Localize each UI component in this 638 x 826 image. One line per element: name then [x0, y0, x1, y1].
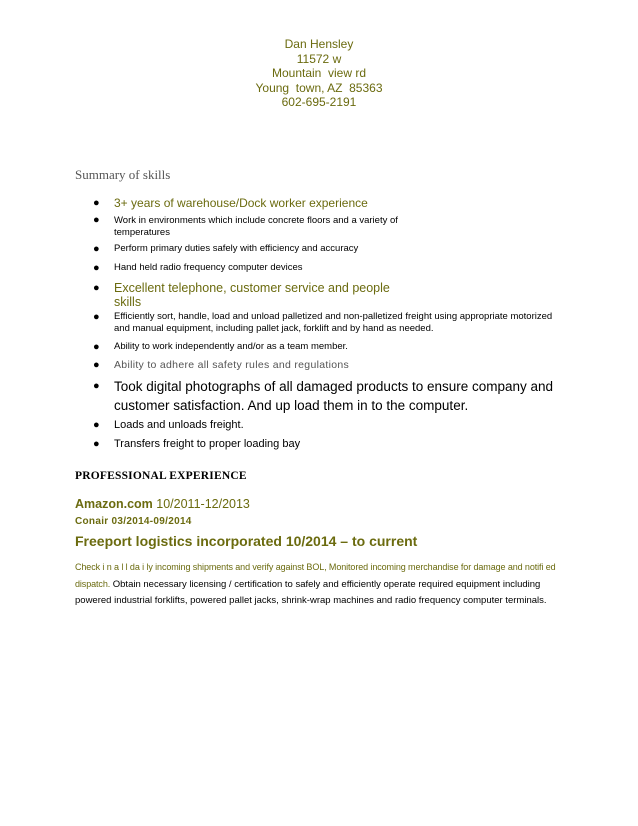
bullet-icon: ●: [93, 419, 100, 431]
bullet-icon: ●: [93, 438, 100, 450]
job-amazon: [75, 497, 250, 511]
bullet-icon: ●: [93, 341, 100, 353]
list-item: ● Took digital photographs of all damaged products to ensure company and customer satisfaction. And up load them in to the computer.: [93, 379, 554, 413]
job-description-part2: Obtain necessary licensing / certification to safely and efficiently operate required equipment including powered industrial forklifts, powered pallet jacks, shrink-wrap machines and radio frequency computer terminals.: [75, 579, 547, 606]
list-item: ● 3+ years of warehouse/Dock worker experience: [93, 196, 368, 210]
experience-heading: PROFESSIONAL EXPERIENCE: [75, 470, 247, 482]
bullet-icon: ●: [93, 243, 100, 255]
bullet-icon: ●: [93, 311, 100, 323]
address-street: Mountain view rd: [271, 66, 367, 80]
address-city: Young town, AZ 85363: [255, 80, 383, 95]
list-item: ● Excellent telephone, customer service and people skills: [93, 281, 390, 309]
bullet-icon: ●: [93, 359, 100, 371]
contact-header: [0, 37, 638, 110]
skills-list: [93, 196, 563, 456]
list-item: ● Hand held radio frequency computer devices: [93, 262, 303, 274]
list-item: ● Perform primary duties safely with efficiency and accuracy: [93, 243, 359, 255]
candidate-name: Dan Hensley: [284, 37, 354, 51]
job-description: [75, 559, 565, 609]
address-number: 11572 w: [296, 51, 342, 66]
list-item: ● Ability to adhere all safety rules and regulations: [93, 359, 350, 371]
bullet-icon: ●: [93, 380, 100, 392]
job-conair: Conair 03/2014-09/2014: [75, 516, 192, 527]
list-item: ● Loads and unloads freight.: [93, 419, 244, 431]
list-item: ● Transfers freight to proper loading bay: [93, 438, 301, 450]
list-item: ● Work in environments which include concrete floors and a variety of temperatures: [93, 214, 398, 238]
bullet-icon: ●: [93, 214, 100, 226]
phone-number: 602-695-2191: [281, 95, 357, 109]
job-freeport: Freeport logistics incorporated 10/2014 – to current: [75, 533, 418, 549]
job-company: Amazon.com: [75, 497, 153, 511]
list-item: ● Ability to work independently and/or as a team member.: [93, 341, 348, 353]
bullet-icon: ●: [93, 282, 100, 294]
list-item: ● Efficiently sort, handle, load and unload palletized and non-palletized freight using appropriate motorized and manual equipment, including pallet jack, forklift and by hand as needed.: [93, 311, 553, 334]
bullet-icon: ●: [93, 262, 100, 274]
skills-heading: Summary of skills: [75, 167, 171, 182]
bullet-icon: ●: [93, 197, 100, 209]
job-dates: 10/2011-12/2013: [152, 497, 250, 511]
job-description-part1: Check i n a l l da i ly incoming shipments and verify against BOL, Monitored incoming merchandise for damage and notifi ed dispatch.: [75, 562, 556, 589]
